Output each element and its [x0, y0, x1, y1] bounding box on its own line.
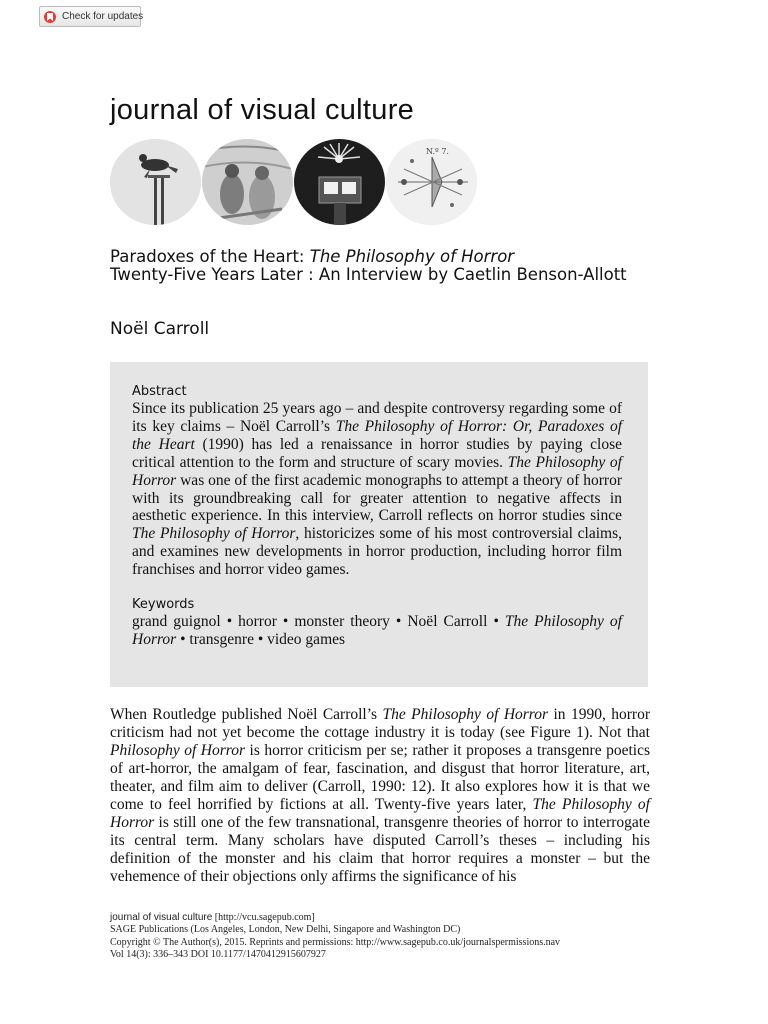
abstract-heading: Abstract	[132, 384, 187, 399]
check-for-updates-label: Check for updates	[62, 11, 144, 22]
abstract-box	[110, 362, 648, 687]
footer-journal-name: journal of visual culture	[110, 912, 213, 923]
bookmark-icon	[44, 11, 56, 23]
banner-image-optics-diagram	[386, 139, 477, 225]
diagram-label: N.º 7.	[426, 147, 449, 156]
journal-title: journal of visual culture	[110, 94, 415, 126]
author-name: Noël Carroll	[110, 319, 210, 339]
check-for-updates-button[interactable]	[39, 6, 144, 27]
footer-copyright: Copyright © The Author(s), 2015. Reprints and permissions: http://www.sagepub.co.uk/journalspermissions.nav	[110, 936, 561, 948]
footer-url: [http://vcu.sagepub.com]	[212, 912, 315, 923]
abstract-text: Since its publication 25 years ago – and despite controversy regarding some of its key claims – Noël Carroll’s The Philosophy of Horror: Or, Paradoxes of the Heart (1990) has led a renaissance in horror studies by paying close critical attention to the form and structure of scary movies. The Philosophy of Horror was one of the first academic monographs to attempt a theory of horror with its groundbreaking call for greater attention to negative affects in aesthetic experience. In this interview, Carroll reflects on horror studies since The Philosophy of Horror, historicizes some of his most controversial claims, and examines new developments in horror production, including horror film franchises and horror video games.	[132, 400, 623, 579]
banner-image-japanese-print	[202, 139, 293, 225]
keywords-text: grand guignol • horror • monster theory • Noël Carroll • The Philosophy of Horror • transgenre • video games	[132, 613, 622, 648]
body-paragraph: When Routledge published Noël Carroll’s The Philosophy of Horror in 1990, horror criticism had not yet become the cottage industry it is today (see Figure 1). Not that Philosophy of Horror is horror criticism per se; rather it proposes a transgenre poetics of art-horror, the amalgam of fear, fascination, and disgust that horror literature, art, theater, and film aim to deliver (Carroll, 1990: 12). It also explores how it is that we come to feel horrified by fictions at all. Twenty-five years later, The Philosophy of Horror is still one of the few transnational, transgenre theories of horror to interrogate its central term. Many scholars have disputed Carroll’s theses – including his definition of the monster and his claim that horror requires a monster – but the vehemence of their objections only affirms the significance of his	[110, 706, 650, 886]
keywords-heading: Keywords	[132, 597, 195, 613]
citation-footer	[110, 912, 655, 962]
journal-banner-images	[110, 139, 477, 225]
banner-image-machine	[294, 139, 385, 225]
article-title: Paradoxes of the Heart: The Philosophy of Horror Twenty-Five Years Later : An Interview by Caetlin Benson-Allott	[110, 247, 627, 284]
footer-citation: Vol 14(3): 336–343 DOI 10.1177/1470412915607927	[110, 949, 326, 961]
footer-publisher: SAGE Publications (Los Angeles, London, New Delhi, Singapore and Washington DC)	[110, 924, 461, 936]
banner-image-jumper	[110, 139, 201, 225]
